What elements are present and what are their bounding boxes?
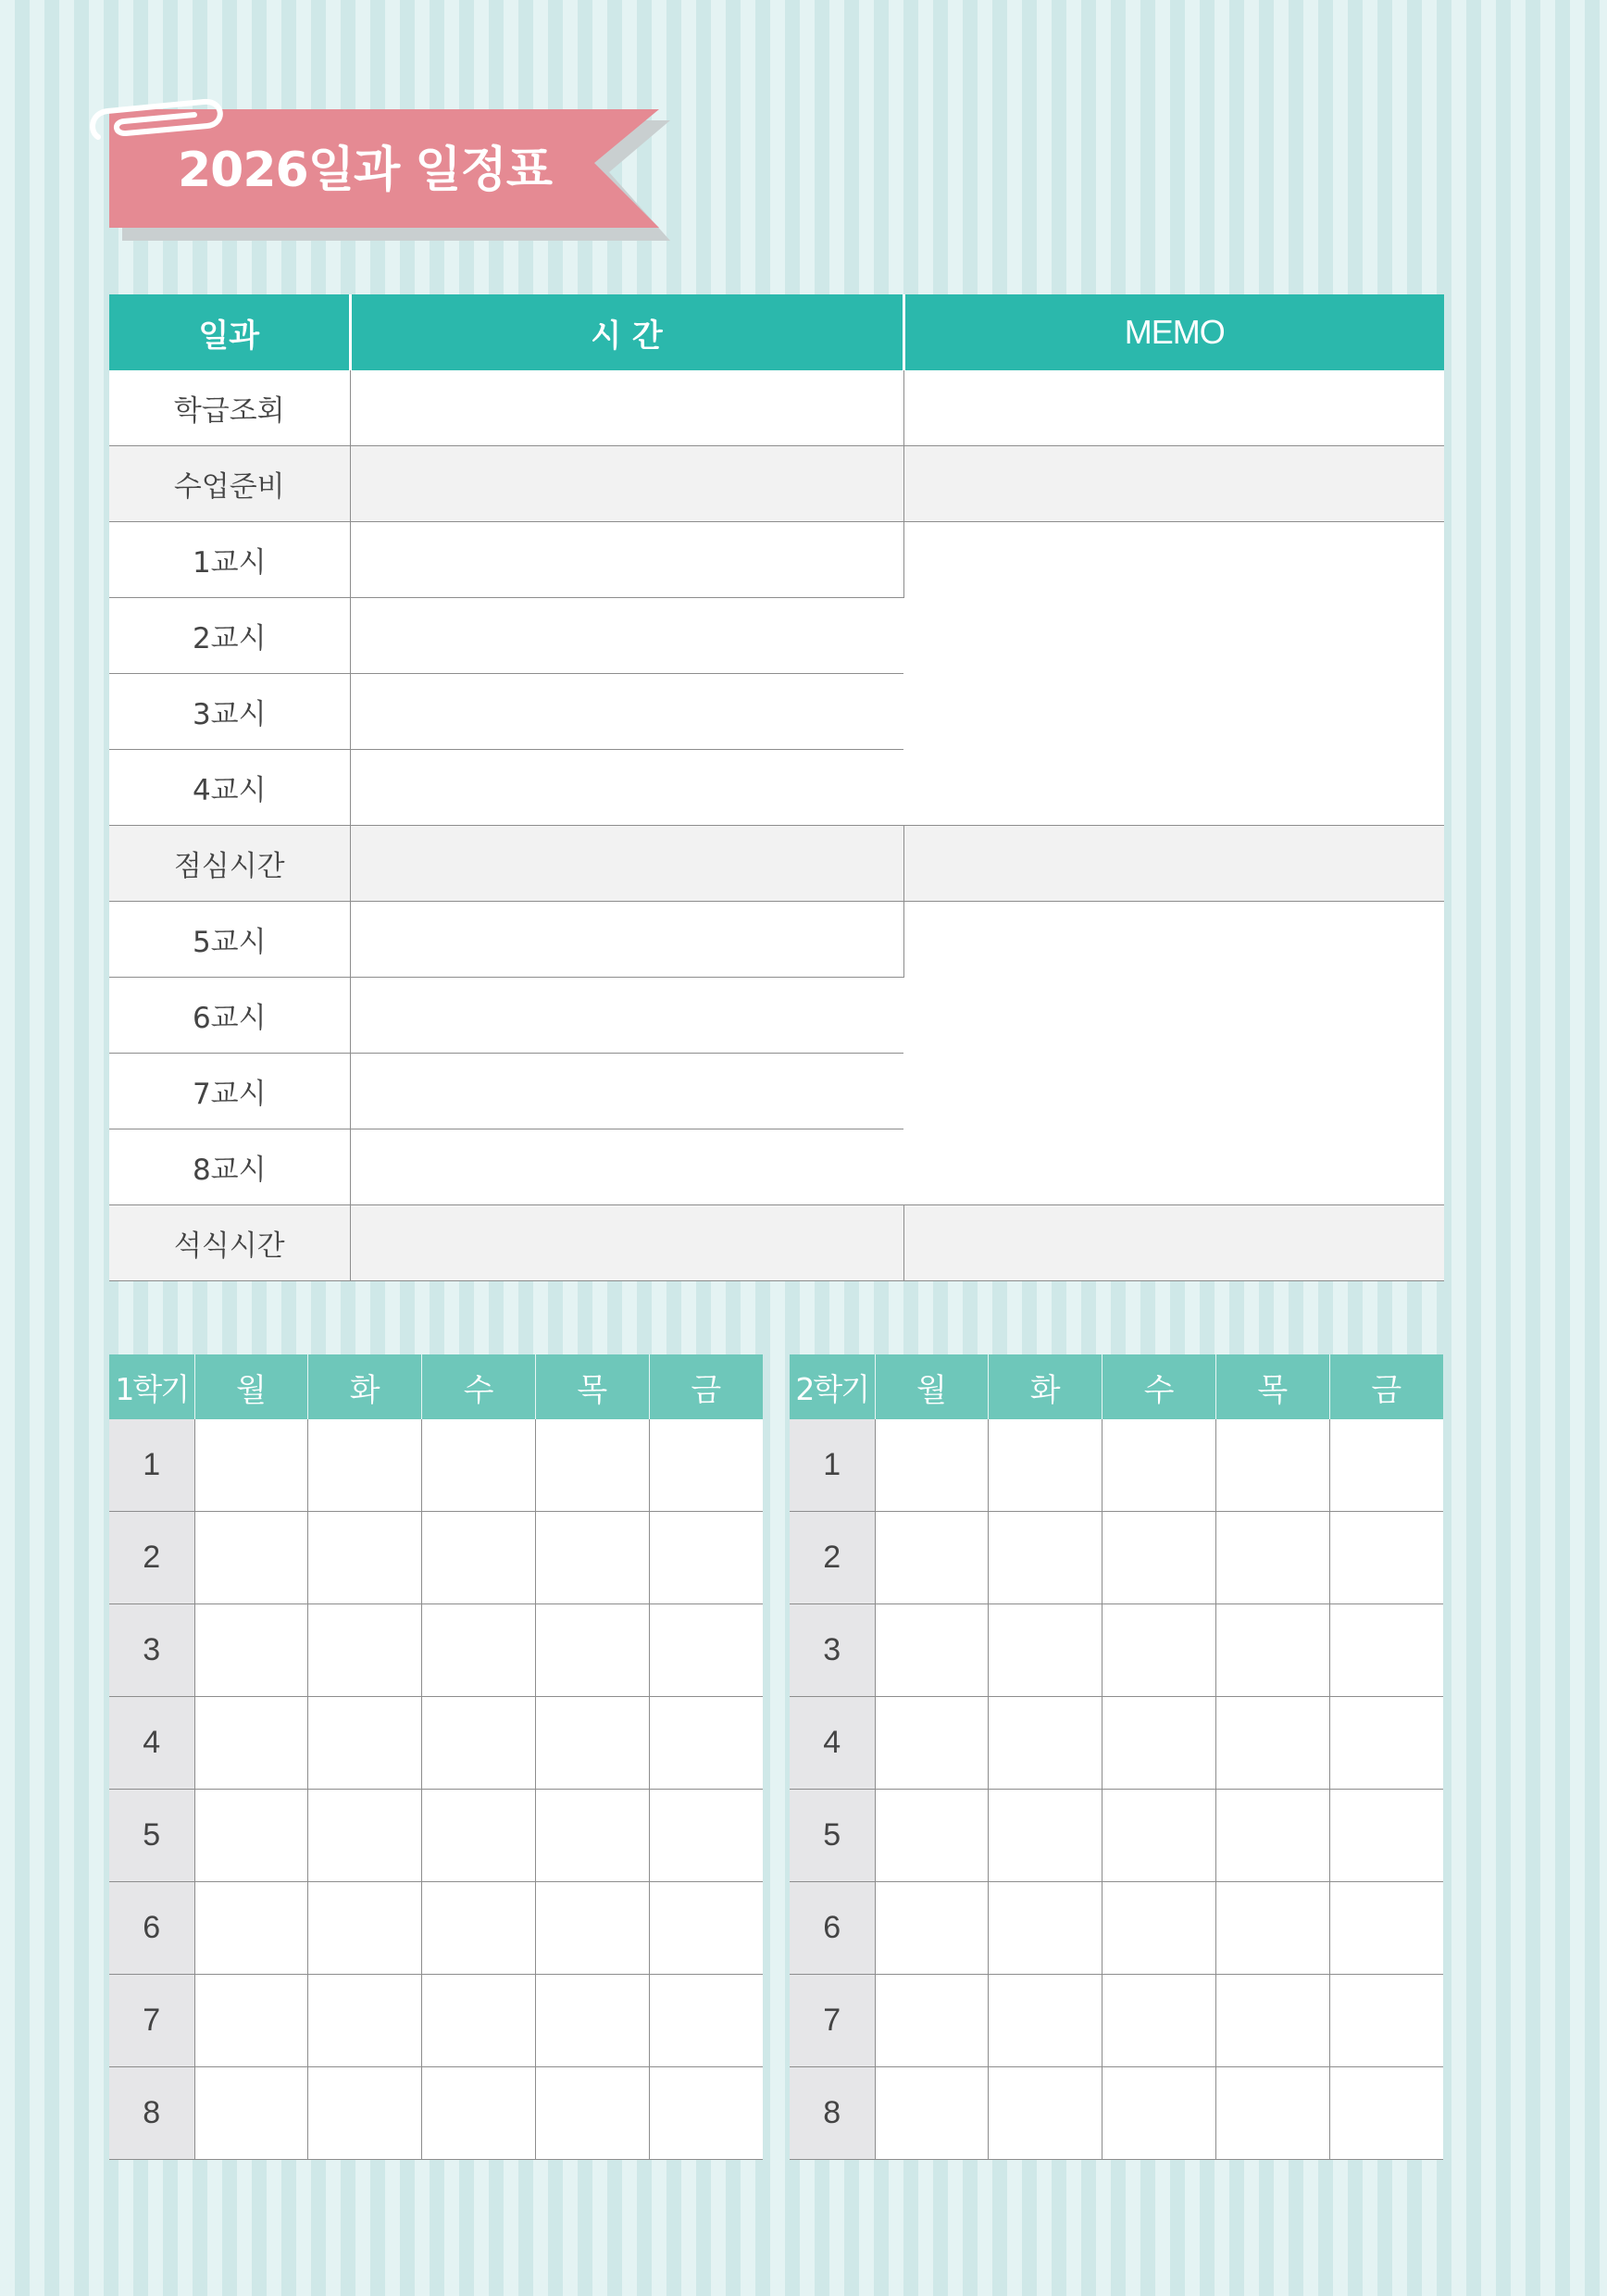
memo-cell-morning[interactable] <box>903 522 1444 826</box>
header-subject: 일과 <box>109 294 350 370</box>
time-cell[interactable] <box>350 1054 903 1129</box>
timetable-cell[interactable] <box>649 1882 763 1975</box>
table-row <box>790 1882 1443 1975</box>
timetable-cell[interactable] <box>989 1697 1102 1790</box>
timetable-cell[interactable] <box>1215 2067 1329 2160</box>
day-header: 목 <box>1215 1354 1329 1419</box>
timetable-cell[interactable] <box>1215 1975 1329 2067</box>
table-row <box>109 1512 763 1604</box>
timetable-cell[interactable] <box>1215 1697 1329 1790</box>
timetable-cell[interactable] <box>875 1512 989 1604</box>
timetable-cell[interactable] <box>308 1419 422 1512</box>
time-cell[interactable] <box>350 902 903 978</box>
timetable-cell[interactable] <box>535 1604 649 1697</box>
timetable-cell[interactable] <box>194 1512 308 1604</box>
day-header: 월 <box>194 1354 308 1419</box>
timetable-cell[interactable] <box>535 2067 649 2160</box>
period-number: 7 <box>790 1975 875 2067</box>
time-cell[interactable] <box>350 1205 903 1281</box>
time-cell[interactable] <box>350 370 903 446</box>
timetable-cell[interactable] <box>194 2067 308 2160</box>
memo-cell[interactable] <box>903 446 1444 522</box>
memo-cell-afternoon[interactable] <box>903 902 1444 1205</box>
table-row <box>790 1790 1443 1882</box>
time-cell[interactable] <box>350 978 903 1054</box>
day-header: 화 <box>989 1354 1102 1419</box>
timetable-cell[interactable] <box>1215 1419 1329 1512</box>
timetable-cell[interactable] <box>649 2067 763 2160</box>
day-header: 수 <box>422 1354 536 1419</box>
timetable-cell[interactable] <box>194 1697 308 1790</box>
timetable-cell[interactable] <box>535 1512 649 1604</box>
time-cell[interactable] <box>350 674 903 750</box>
row-label: 3교시 <box>109 674 350 750</box>
timetable-cell[interactable] <box>875 1419 989 1512</box>
page-title: 2026일과 일정표 <box>178 143 552 198</box>
timetable-cell[interactable] <box>989 2067 1102 2160</box>
timetable-cell[interactable] <box>1215 1882 1329 1975</box>
timetable-cell[interactable] <box>535 1697 649 1790</box>
row-label: 수업준비 <box>109 446 350 522</box>
table-row <box>109 1882 763 1975</box>
timetable-cell[interactable] <box>989 1604 1102 1697</box>
table-row <box>109 1205 1444 1281</box>
timetable-cell[interactable] <box>422 1419 536 1512</box>
timetable-cell[interactable] <box>1102 1419 1216 1512</box>
timetable-cell[interactable] <box>1329 2067 1443 2160</box>
day-header: 수 <box>1102 1354 1216 1419</box>
timetable-cell[interactable] <box>308 1604 422 1697</box>
period-number: 7 <box>109 1975 194 2067</box>
row-label: 5교시 <box>109 902 350 978</box>
table-row <box>109 2067 763 2160</box>
period-number: 5 <box>790 1790 875 1882</box>
timetable-cell[interactable] <box>649 1419 763 1512</box>
period-number: 3 <box>790 1604 875 1697</box>
row-label: 학급조회 <box>109 370 350 446</box>
period-number: 3 <box>109 1604 194 1697</box>
timetable-cell[interactable] <box>1215 1790 1329 1882</box>
timetable-cell[interactable] <box>422 1604 536 1697</box>
timetable-cell[interactable] <box>422 1882 536 1975</box>
time-cell[interactable] <box>350 1129 903 1205</box>
timetable-cell[interactable] <box>535 1975 649 2067</box>
timetable-cell[interactable] <box>422 1512 536 1604</box>
timetable-cell[interactable] <box>1102 1512 1216 1604</box>
timetable-cell[interactable] <box>1102 1697 1216 1790</box>
table-row <box>109 370 1444 446</box>
timetable-cell[interactable] <box>989 1975 1102 2067</box>
timetable-cell[interactable] <box>875 1975 989 2067</box>
table-row <box>109 446 1444 522</box>
timetable-cell[interactable] <box>649 1975 763 2067</box>
timetable-cell[interactable] <box>422 1975 536 2067</box>
semester1-header-row <box>109 1354 763 1419</box>
period-number: 2 <box>790 1512 875 1604</box>
timetable-cell[interactable] <box>535 1882 649 1975</box>
semester2-timetable <box>790 1354 1443 2160</box>
row-label: 7교시 <box>109 1054 350 1129</box>
timetable-cell[interactable] <box>194 1790 308 1882</box>
period-number: 5 <box>109 1790 194 1882</box>
timetable-cell[interactable] <box>1102 1975 1216 2067</box>
timetable-cell[interactable] <box>422 1697 536 1790</box>
table-row <box>790 1512 1443 1604</box>
semester2-header-row <box>790 1354 1443 1419</box>
daily-header-row <box>109 294 1444 370</box>
memo-cell[interactable] <box>903 1205 1444 1281</box>
table-row <box>109 1790 763 1882</box>
period-number: 1 <box>790 1419 875 1512</box>
timetable-cell[interactable] <box>308 1790 422 1882</box>
daily-schedule-table <box>109 294 1444 1281</box>
timetable-cell[interactable] <box>194 1975 308 2067</box>
semester1-timetable <box>109 1354 763 2160</box>
table-row <box>790 2067 1443 2160</box>
timetable-cell[interactable] <box>308 1512 422 1604</box>
timetable-cell[interactable] <box>422 2067 536 2160</box>
table-row <box>790 1419 1443 1512</box>
time-cell[interactable] <box>350 826 903 902</box>
period-number: 8 <box>109 2067 194 2160</box>
timetable-cell[interactable] <box>649 1697 763 1790</box>
timetable-cell[interactable] <box>535 1419 649 1512</box>
timetable-cell[interactable] <box>1329 1697 1443 1790</box>
header-time: 시 간 <box>350 294 903 370</box>
row-label: 4교시 <box>109 750 350 826</box>
memo-cell[interactable] <box>903 370 1444 446</box>
timetable-cell[interactable] <box>875 1882 989 1975</box>
timetable-cell[interactable] <box>1215 1512 1329 1604</box>
table-row <box>790 1604 1443 1697</box>
timetable-cell[interactable] <box>989 1512 1102 1604</box>
timetable-cell[interactable] <box>989 1882 1102 1975</box>
day-header: 금 <box>1329 1354 1443 1419</box>
row-label: 점심시간 <box>109 826 350 902</box>
table-row <box>109 1697 763 1790</box>
day-header: 월 <box>875 1354 989 1419</box>
timetable-cell[interactable] <box>422 1790 536 1882</box>
time-cell[interactable] <box>350 750 903 826</box>
period-number: 6 <box>790 1882 875 1975</box>
day-header: 목 <box>535 1354 649 1419</box>
timetable-cell[interactable] <box>649 1512 763 1604</box>
header-memo: MEMO <box>903 294 1444 370</box>
timetable-cell[interactable] <box>194 1604 308 1697</box>
table-row <box>109 1975 763 2067</box>
timetable-cell[interactable] <box>1102 1604 1216 1697</box>
row-label: 8교시 <box>109 1129 350 1205</box>
timetable-cell[interactable] <box>989 1790 1102 1882</box>
timetable-cell[interactable] <box>875 1604 989 1697</box>
table-row <box>790 1975 1443 2067</box>
timetable-cell[interactable] <box>649 1604 763 1697</box>
period-number: 8 <box>790 2067 875 2160</box>
time-cell[interactable] <box>350 598 903 674</box>
timetable-cell[interactable] <box>1102 1882 1216 1975</box>
row-label: 2교시 <box>109 598 350 674</box>
row-label: 석식시간 <box>109 1205 350 1281</box>
timetable-cell[interactable] <box>875 1790 989 1882</box>
timetable-cell[interactable] <box>875 2067 989 2160</box>
timetable-cell[interactable] <box>875 1697 989 1790</box>
table-row <box>109 902 1444 978</box>
table-row <box>109 1419 763 1512</box>
timetable-cell[interactable] <box>1215 1604 1329 1697</box>
timetable-cell[interactable] <box>308 1697 422 1790</box>
semester2-label: 2학기 <box>790 1354 875 1419</box>
table-row <box>109 826 1444 902</box>
day-header: 금 <box>649 1354 763 1419</box>
period-number: 1 <box>109 1419 194 1512</box>
period-number: 4 <box>109 1697 194 1790</box>
timetable-cell[interactable] <box>1329 1604 1443 1697</box>
day-header: 화 <box>308 1354 422 1419</box>
timetable-cell[interactable] <box>1329 1512 1443 1604</box>
timetable-cell[interactable] <box>989 1419 1102 1512</box>
timetable-cell[interactable] <box>194 1419 308 1512</box>
timetable-cell[interactable] <box>649 1790 763 1882</box>
table-row <box>109 522 1444 598</box>
table-row <box>109 1604 763 1697</box>
timetable-cell[interactable] <box>1329 1790 1443 1882</box>
timetable-cell[interactable] <box>308 2067 422 2160</box>
timetable-cell[interactable] <box>1329 1882 1443 1975</box>
memo-cell[interactable] <box>903 826 1444 902</box>
timetable-cell[interactable] <box>1329 1975 1443 2067</box>
timetable-cell[interactable] <box>308 1882 422 1975</box>
timetable-cell[interactable] <box>308 1975 422 2067</box>
row-label: 1교시 <box>109 522 350 598</box>
table-row <box>790 1697 1443 1790</box>
semester1-label: 1학기 <box>109 1354 194 1419</box>
timetable-cell[interactable] <box>1102 2067 1216 2160</box>
period-number: 4 <box>790 1697 875 1790</box>
timetable-cell[interactable] <box>535 1790 649 1882</box>
title-banner <box>85 96 678 254</box>
time-cell[interactable] <box>350 522 903 598</box>
timetable-cell[interactable] <box>1102 1790 1216 1882</box>
time-cell[interactable] <box>350 446 903 522</box>
period-number: 2 <box>109 1512 194 1604</box>
row-label: 6교시 <box>109 978 350 1054</box>
timetable-cell[interactable] <box>194 1882 308 1975</box>
timetable-cell[interactable] <box>1329 1419 1443 1512</box>
period-number: 6 <box>109 1882 194 1975</box>
